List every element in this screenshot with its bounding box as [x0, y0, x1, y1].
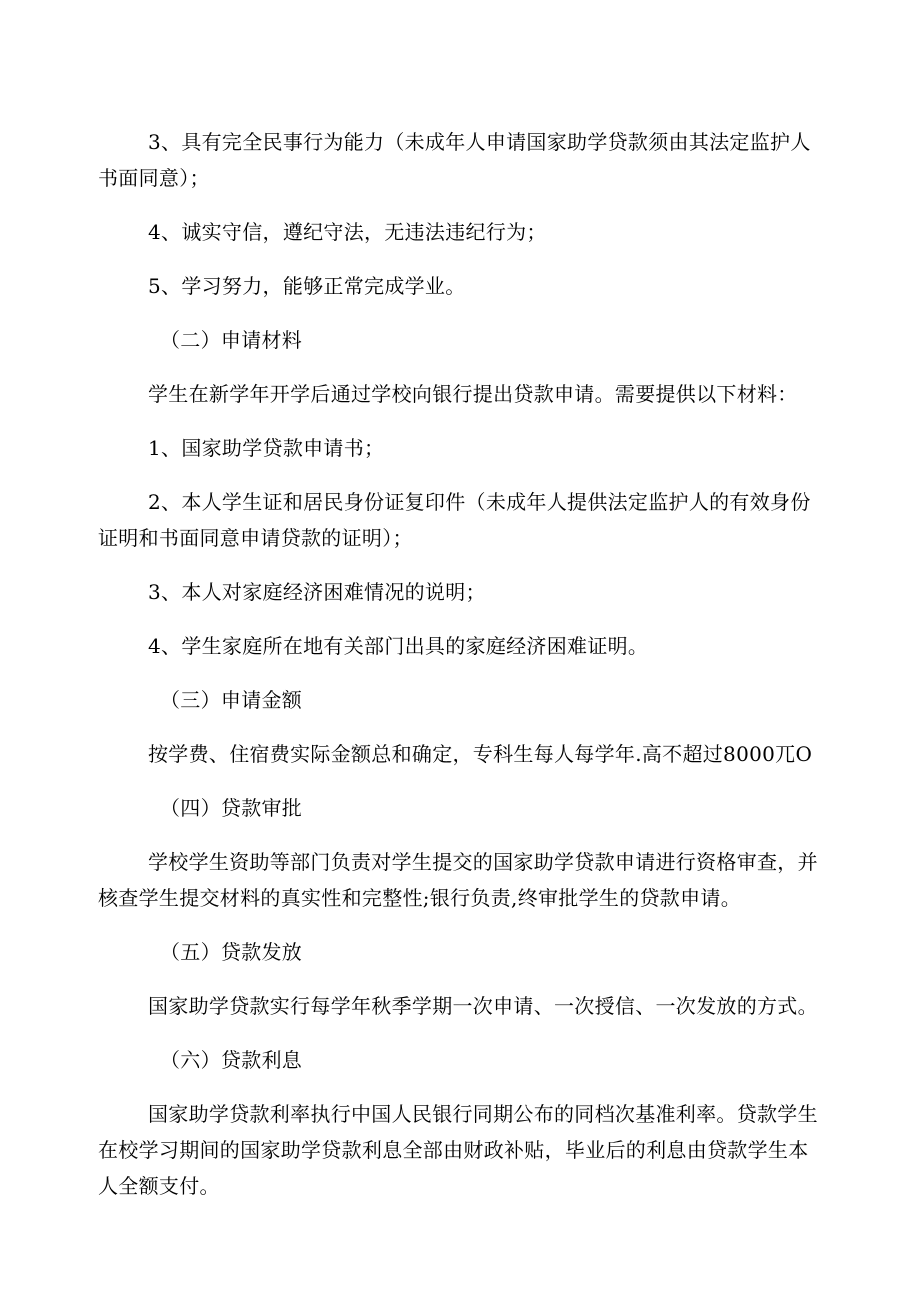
section-heading: （四）贷款审批 [160, 796, 303, 820]
section-heading: （三）申请金额 [160, 688, 303, 712]
section-heading: （六）贷款利息 [160, 1048, 303, 1072]
paragraph-line: 人全额支付。 [98, 1174, 220, 1198]
document-body [98, 124, 818, 1204]
paragraph-line: 4、诚实守信，遵纪守法，无违法违纪行为； [148, 220, 547, 244]
paragraph-line: 学生在新学年开学后通过学校向银行提出贷款申请。需要提供以下材料： [148, 382, 798, 406]
paragraph-line: 2、本人学生证和居民身份证复印件（未成年人提供法定监护人的有效身份 [148, 490, 811, 514]
paragraph-line: 学校学生资助等部门负责对学生提交的国家助学贷款申请进行资格审查，并 [148, 850, 818, 874]
section-heading: （二）申请材料 [160, 328, 303, 352]
paragraph-line: 证明和书面同意申请贷款的证明）； [98, 526, 413, 550]
paragraph-line: 国家助学贷款实行每学年秋季学期一次申请、一次授信、一次发放的方式。 [148, 994, 818, 1018]
paragraph-line: 书面同意）； [98, 166, 210, 190]
paragraph-line: 国家助学贷款利率执行中国人民银行同期公布的同档次基准利率。贷款学生 [148, 1102, 818, 1126]
paragraph-line: 3、具有完全民事行为能力（未成年人申请国家助学贷款须由其法定监护人 [148, 130, 811, 154]
paragraph-line: 4、学生家庭所在地有关部门出具的家庭经济困难证明。 [148, 634, 649, 658]
section-heading: （五）贷款发放 [160, 940, 303, 964]
paragraph-line: 3、本人对家庭经济困难情况的说明； [148, 580, 486, 604]
paragraph-line: 5、学习努力，能够正常完成学业。 [148, 274, 466, 298]
paragraph-line: 核查学生提交材料的真实性和完整性;银行负责,终审批学生的贷款申请。 [98, 886, 741, 910]
paragraph-line: 按学费、住宿费实际金额总和确定，专科生每人每学年.高不超过8000兀O [148, 742, 813, 766]
paragraph-line: 在校学习期间的国家助学贷款利息全部由财政补贴，毕业后的利息由贷款学生本 [98, 1138, 809, 1162]
paragraph-line: 1、国家助学贷款申请书； [148, 436, 385, 460]
